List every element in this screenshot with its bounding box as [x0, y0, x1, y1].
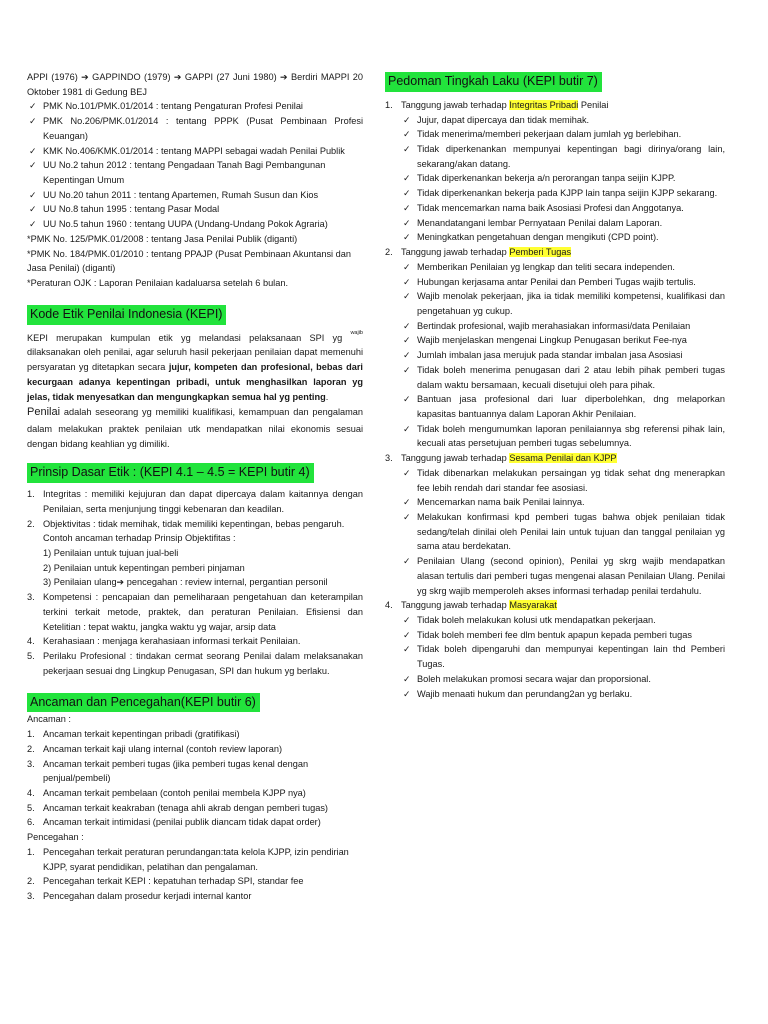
objektivitas-sub: Contoh ancaman terhadap Prinsip Objektifitas : — [43, 533, 236, 544]
ancaman-item: 4. Ancaman terkait pembelaan (contoh penilai membela KJPP nya) — [27, 787, 306, 798]
pedoman-item: ✓ Tidak diperkenankan mempunyai kepentingan bagi dirinya/orang lain, sekarang/akan datang. — [401, 142, 725, 171]
pedoman-item: ✓ Memberikan Penilaian yg lengkap dan teliti secara independen. — [401, 260, 725, 275]
kepi-paragraph: KEPI merupakan kumpulan etik yg melandasi pelaksanaan SPI yg $^{wajib}$ dilaksanakan oleh penilai, agar seluruh hasil pekerjaan penilaian dapat memenuhi persyaratan yg ditetapkan secara jujur, kompeten dan profesional, bebas dari kecurgaan adanya kepentingan pribadi, untuk menghasilkan laporan yg jelas, tidak menyesatkan dan mengungkapkan semua hal yg penting. — [27, 329, 363, 402]
objektivitas-sub: 1) Penilaian untuk tujuan jual-beli — [43, 548, 179, 559]
ancaman-label: Ancaman : — [27, 714, 71, 725]
pedoman-item: ✓ Jujur, dapat dipercaya dan tidak memihak. — [401, 113, 725, 128]
regulation-item: ✓ UU No.8 tahun 1995 : tentang Pasar Modal — [27, 202, 363, 217]
prinsip-item: 1. Integritas : memiliki kejujuran dan dapat dipercaya dalam kaitannya dengan Penilaian, serta menjunjung tinggi kebenaran dan keadilan. — [27, 489, 363, 514]
pedoman-item: ✓ Tidak boleh dipengaruhi dan mempunyai kepentingan lain thd Pemberi Tugas. — [401, 642, 725, 671]
regulation-list — [27, 99, 363, 231]
kepi-text-b: dilaksanakan oleh penilai, agar seluruh hasil pekerjaan penilaian dapat memenuhi persyaratan yg ditetapkan secara — [27, 347, 363, 373]
pedoman-item: ✓ Tidak dibenarkan melakukan persaingan yg tidak sehat dng menerapkan fee lebih rendah dari standar fee asosiasi. — [401, 466, 725, 495]
prinsip-list — [27, 487, 363, 678]
regulation-item: ✓ PMK No.206/PMK.01/2014 : tentang PPPK (Pusat Pembinaan Profesi Keuangan) — [27, 114, 363, 143]
regulation-item: ✓ KMK No.406/KMK.01/2014 : tentang MAPPI sebagai wadah Penilai Publik — [27, 144, 363, 159]
ancaman-item: 2. Ancaman terkait kaji ulang internal (contoh review laporan) — [27, 743, 283, 754]
pedoman-section: 2. Tanggung jawab terhadap Pemberi Tugas ✓ Memberikan Penilaian yg lengkap dan teliti secara independen. ✓ Hubungan kerjasama antar Penilai dan Pemberi Tugas wajib tertulis. ✓ Wajib menolak pekerjaan, jika ia tidak memiliki kompetensi, kualifikasi dan pengetahuan yg cukup. ✓ Bertindak profesional, wajib merahasiakan informasi/data Penilaian ✓ Wajib menjelaskan mengenai Lingkup Penugasan berikut Fee-nya ✓ Jumlah imbalan jasa merujuk pada standar imbalan jasa Asosiasi ✓ Tidak boleh menerima penugasan dari 2 atau lebih pihak pemberi tugas dalam waktu bersamaan, kecuali disetujui oleh para pihak. ✓ Bantuan jasa profesional dari luar diperbolehkan, dng melaporkan kapasitas bantuannya dalam Laporan Akhir Penilaian. ✓ Tidak boleh mengumumkan laporan penilaiannya sbg referensi pihak lain, kecuali atas persetujuan pemberi tugas sebelumnya. — [385, 245, 725, 451]
regulation-item: ✓ UU No.5 tahun 1960 : tentang UUPA (Undang-Undang Pokok Agraria) — [27, 217, 363, 232]
prinsip-heading: Prinsip Dasar Etik : (KEPI 4.1 – 4.5 = KEPI butir 4) — [27, 463, 314, 483]
kepi-text-a: KEPI merupakan kumpulan etik yg melandasi pelaksanaan SPI yg — [27, 332, 343, 343]
pedoman-item: ✓ Bantuan jasa profesional dari luar diperbolehkan, dng melaporkan kapasitas bantuannya dalam Laporan Akhir Penilaian. — [401, 392, 725, 421]
pedoman-item: ✓ Tidak boleh memberi fee dlm bentuk apapun kepada pemberi tugas — [401, 628, 725, 643]
ancaman-list — [27, 727, 363, 830]
prinsip-item: 5. Perilaku Profesional : tindakan cermat seorang Penilai dalam melaksanakan pekerjaan sesuai dng Lingkup Penugasan, SPI dan hukum yg berlaku. — [27, 651, 363, 676]
pedoman-item: ✓ Meningkatkan pengetahuan dengan mengikuti (CPD point). — [401, 230, 725, 245]
pedoman-heading: Pedoman Tingkah Laku (KEPI butir 7) — [385, 72, 602, 92]
kepi-bold-text: jujur, kompeten dan profesional, bebas dari kecurgaan adanya kepentingan pribadi, untuk menghasilkan laporan yg jelas, tidak menyesatkan dan mengungkapkan semua hal yg penting — [27, 362, 363, 402]
prinsip-item: 2. Objektivitas : tidak memihak, tidak memiliki kepentingan, bebas pengaruh. Contoh ancaman terhadap Prinsip Objektifitas : 1) Penilaian untuk tujuan jual-beli 2) Penilaian untuk kepentingan pemberi pinjaman 3) Penilaian ulang➔ pencegahan : review internal, pergantian personil — [27, 517, 363, 591]
pencegahan-item: 2. Pencegahan terkait KEPI : kepatuhan terhadap SPI, standar fee — [27, 876, 304, 887]
highlight-masyarakat: Masyarakat — [509, 600, 557, 611]
ojk-note: *Peraturan OJK : Laporan Penilaian kadaluarsa setelah 6 bulan. — [27, 278, 288, 289]
pedoman-item: ✓ Tidak menerima/memberi pekerjaan dalam jumlah yg berlebihan. — [401, 127, 725, 142]
pedoman-item: ✓ Tidak diperkenankan bekerja a/n perorangan tanpa seijin KJPP. — [401, 171, 725, 186]
right-column — [385, 72, 725, 701]
highlight-pemberi-tugas: Pemberi Tugas — [509, 247, 572, 258]
pedoman-section: 3. Tanggung jawab terhadap Sesama Penilai dan KJPP ✓ Tidak dibenarkan melakukan persaingan yg tidak sehat dng menerapkan fee lebih rendah dari standar fee asosiasi. ✓ Mencemarkan nama baik Penilai lainnya. ✓ Melakukan konfirmasi kpd pemberi tugas bahwa objek penilaian tidak sedang/telah dinilai oleh Penilai lain untuk tujuan dan tanggal penilaian yg sama atau berdekatan. ✓ Penilaian Ulang (second opinion), Penilai yg skrg wajib mendapatkan alasan tertulis dari pemberi tugas mengenai alasan Penilaian Ulang. Penilai yg skrg wajib memperoleh akses informasi terhadap penilai terdahulu. — [385, 451, 725, 598]
pencegahan-list — [27, 845, 363, 904]
pedoman-item: ✓ Wajib menaati hukum dan perundang2an yg berlaku. — [401, 687, 725, 702]
history-line: APPI (1976) ➔ GAPPINDO (1979) ➔ GAPPI (27 Juni 1980) ➔ Berdiri MAPPI 20 Oktober 1981 di Gedung BEJ — [27, 72, 363, 97]
pedoman-list — [385, 98, 725, 701]
penilai-term: Penilai — [27, 406, 61, 419]
pedoman-item: ✓ Mencemarkan nama baik Penilai lainnya. — [401, 495, 725, 510]
pedoman-item: ✓ Wajib menolak pekerjaan, jika ia tidak memiliki kompetensi, kualifikasi dan pengetahuan yg cukup. — [401, 289, 725, 318]
penilai-text: adalah seseorang yg memiliki kualifikasi, kemampuan dan pengalaman dalam melakukan praktek penilaian utk mendapatkan nilai ekonomis sesuai dengan bidang keahlian yg dimiliki. — [27, 407, 363, 449]
pedoman-item: ✓ Melakukan konfirmasi kpd pemberi tugas bahwa objek penilaian tidak sedang/telah dinilai oleh Penilai lain untuk tujuan dan tanggal penilaian yg sama atau berdekatan. — [401, 510, 725, 554]
pedoman-item: ✓ Tidak mencemarkan nama baik Asosiasi Profesi dan Anggotanya. — [401, 201, 725, 216]
pedoman-item: ✓ Tidak boleh melakukan kolusi utk mendapatkan pekerjaan. — [401, 613, 725, 628]
replaced-note: *PMK No. 125/PMK.01/2008 : tentang Jasa Penilai Publik (diganti) — [27, 233, 298, 244]
pedoman-item: ✓ Boleh melakukan promosi secara wajar dan proporsional. — [401, 672, 725, 687]
objektivitas-sub: 2) Penilaian untuk kepentingan pemberi pinjaman — [43, 562, 245, 573]
pedoman-item: ✓ Tidak boleh mengumumkan laporan penilaiannya sbg referensi pihak lain, kecuali atas persetujuan pemberi tugas sebelumnya. — [401, 422, 725, 451]
pedoman-item: ✓ Tidak diperkenankan bekerja pada KJPP lain tanpa seijin KJPP sekarang. — [401, 186, 725, 201]
kepi-superscript: wajib — [350, 329, 363, 336]
penilai-definition — [27, 404, 363, 451]
ancaman-item: 3. Ancaman terkait pemberi tugas (jika pemberi tugas kenal dengan penjual/pembeli) — [27, 758, 309, 784]
pedoman-items — [401, 260, 725, 451]
objektivitas-sub: 3) Penilaian ulang➔ pencegahan : review internal, pergantian personil — [43, 577, 328, 588]
pedoman-section: 1. Tanggung jawab terhadap Integritas Pribadi Penilai ✓ Jujur, dapat dipercaya dan tidak memihak. ✓ Tidak menerima/memberi pekerjaan dalam jumlah yg berlebihan. ✓ Tidak diperkenankan mempunyai kepentingan bagi dirinya/orang lain, sekarang/akan datang. ✓ Tidak diperkenankan bekerja a/n perorangan tanpa seijin KJPP. ✓ Tidak diperkenankan bekerja pada KJPP lain tanpa seijin KJPP sekarang. ✓ Tidak mencemarkan nama baik Asosiasi Profesi dan Anggotanya. ✓ Menandatangani lembar Pernyataan Penilai dalam Laporan. ✓ Meningkatkan pengetahuan dengan mengikuti (CPD point). — [385, 98, 725, 245]
highlight-sesama-penilai: Sesama Penilai dan KJPP — [509, 453, 617, 464]
ancaman-heading: Ancaman dan Pencegahan(KEPI butir 6) — [27, 693, 260, 713]
prinsip-item: 4. Kerahasiaan : menjaga kerahasiaan informasi terkait Penilaian. — [27, 636, 301, 647]
kepi-heading: Kode Etik Penilai Indonesia (KEPI) — [27, 305, 226, 325]
ancaman-item: 5. Ancaman terkait keakraban (tenaga ahli akrab dengan pemberi tugas) — [27, 802, 328, 813]
left-column — [27, 70, 363, 904]
pedoman-item: ✓ Penilaian Ulang (second opinion), Penilai yg skrg wajib mendapatkan alasan tertulis dari pemberi tugas mengenai alasan Penilaian Ulang. Penilai yg skrg wajib memperoleh akses informasi terhadap penilai terdahulu. — [401, 554, 725, 598]
regulation-item: ✓ UU No.2 tahun 2012 : tentang Pengadaan Tanah Bagi Pembangunan Kepentingan Umum — [27, 158, 363, 187]
pencegahan-item: 1. Pencegahan terkait peraturan perundangan:tata kelola KJPP, izin pendirian KJPP, syarat pendidikan, pelatihan dan pengalaman. — [27, 846, 349, 872]
pedoman-item: ✓ Jumlah imbalan jasa merujuk pada standar imbalan jasa Asosiasi — [401, 348, 725, 363]
prinsip-item: 3. Kompetensi : pencapaian dan pemeliharaan pengetahuan dan keterampilan terkini terkait metode, praktek, dan peraturan Penilaian. Efisiensi dan Ketelitian : tepat waktu, jangka waktu yg wajar, arsip data — [27, 592, 363, 632]
pencegahan-label: Pencegahan : — [27, 832, 84, 843]
replaced-note: *PMK No. 184/PMK.01/2010 : tentang PPAJP (Pusat Pembinaan Akuntansi dan Jasa Penilai) (diganti) — [27, 248, 351, 274]
pedoman-item: ✓ Wajib menjelaskan mengenai Lingkup Penugasan berikut Fee-nya — [401, 333, 725, 348]
pedoman-items — [401, 113, 725, 245]
pedoman-items — [401, 466, 725, 598]
pedoman-item: ✓ Tidak boleh menerima penugasan dari 2 atau lebih pihak pemberi tugas dalam waktu bersamaan, kecuali disetujui oleh para pihak. — [401, 363, 725, 392]
regulation-item: ✓ UU No.20 tahun 2011 : tentang Apartemen, Rumah Susun dan Kios — [27, 188, 363, 203]
pedoman-section: 4. Tanggung jawab terhadap Masyarakat ✓ Tidak boleh melakukan kolusi utk mendapatkan pekerjaan. ✓ Tidak boleh memberi fee dlm bentuk apapun kepada pemberi tugas ✓ Tidak boleh dipengaruhi dan mempunyai kepentingan lain thd Pemberi Tugas. ✓ Boleh melakukan promosi secara wajar dan proporsional. ✓ Wajib menaati hukum dan perundang2an yg berlaku. — [385, 598, 725, 701]
highlight-integritas: Integritas Pribadi — [509, 99, 579, 110]
pedoman-item: ✓ Menandatangani lembar Pernyataan Penilai dalam Laporan. — [401, 216, 725, 231]
regulation-item: ✓ PMK No.101/PMK.01/2014 : tentang Pengaturan Profesi Penilai — [27, 99, 363, 114]
ancaman-item: 6. Ancaman terkait intimidasi (penilai publik diancam tidak dapat order) — [27, 817, 321, 828]
ancaman-item: 1. Ancaman terkait kepentingan pribadi (gratifikasi) — [27, 729, 240, 740]
pencegahan-item: 3. Pencegahan dalam prosedur kerjadi internal kantor — [27, 891, 252, 901]
pedoman-items — [401, 613, 725, 701]
pedoman-item: ✓ Bertindak profesional, wajib merahasiakan informasi/data Penilaian — [401, 319, 725, 334]
pedoman-item: ✓ Hubungan kerjasama antar Penilai dan Pemberi Tugas wajib tertulis. — [401, 275, 725, 290]
